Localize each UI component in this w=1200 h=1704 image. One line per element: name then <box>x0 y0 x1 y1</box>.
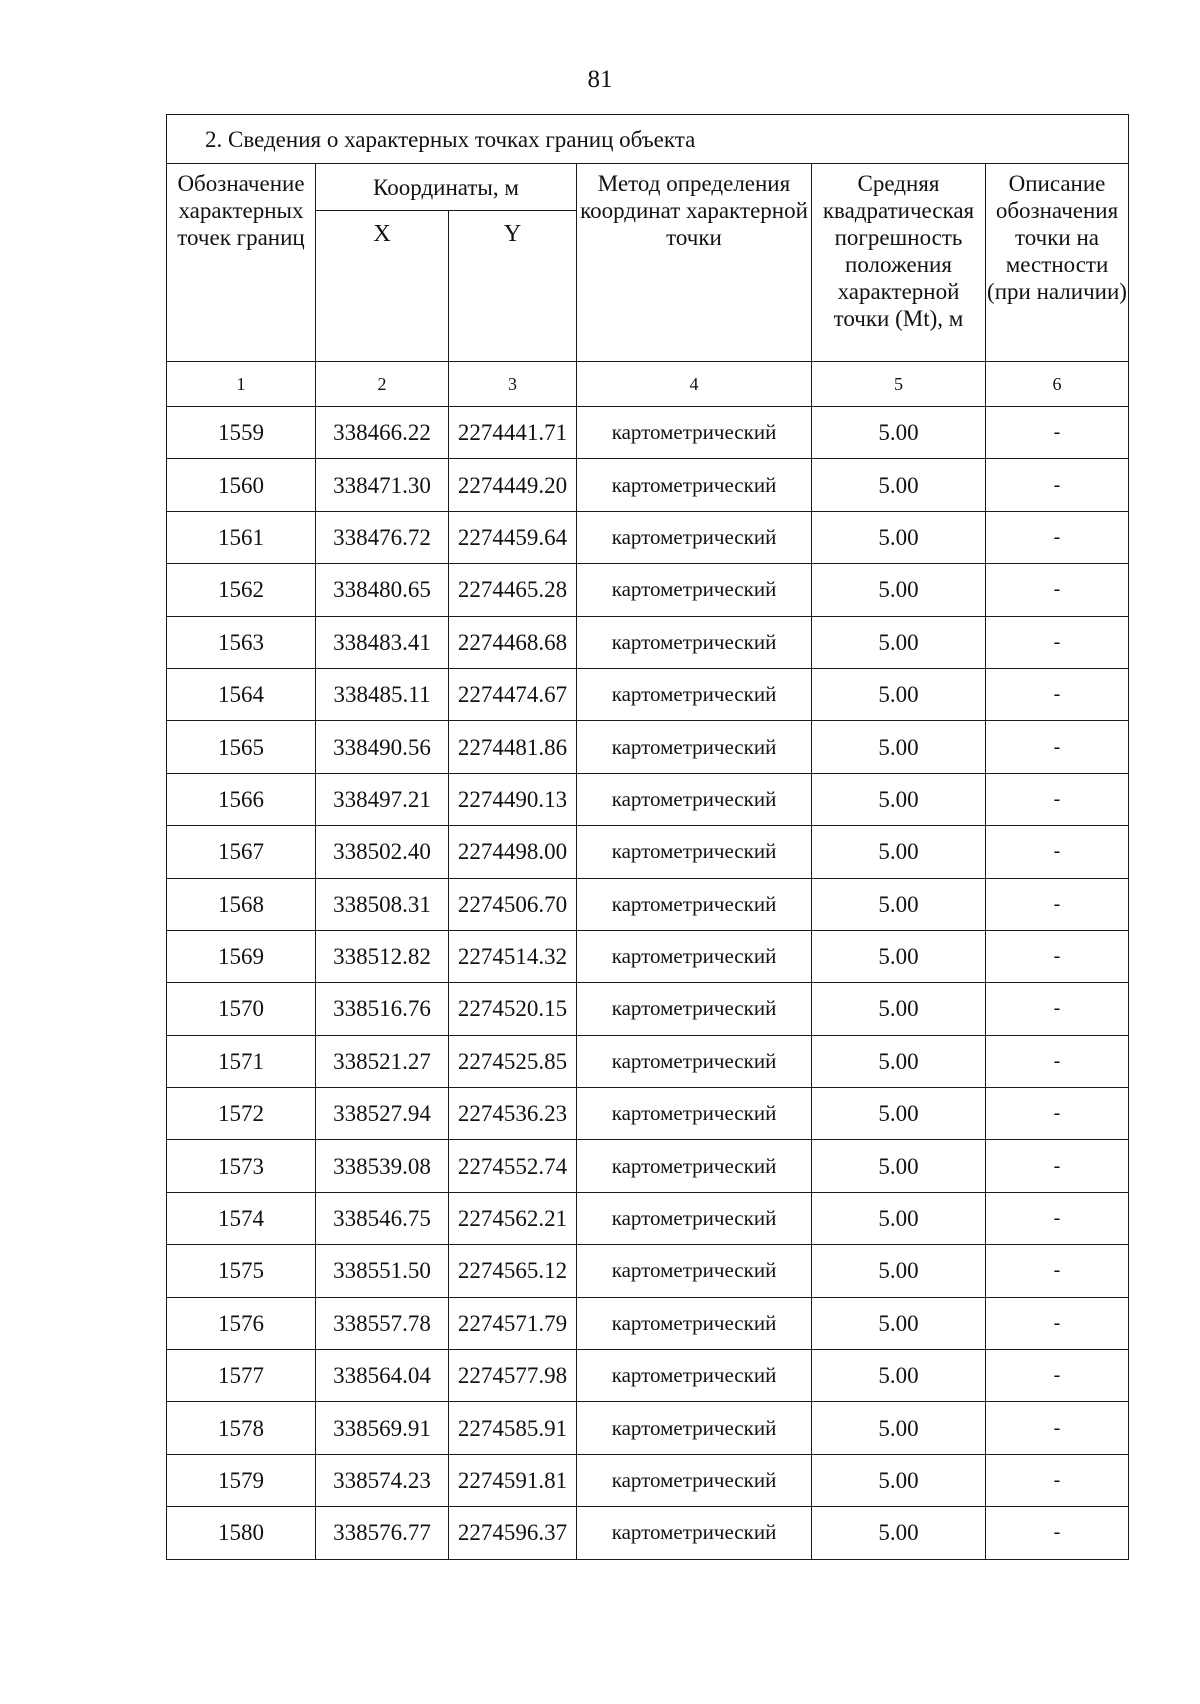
description: - <box>986 1140 1129 1192</box>
method: картометрический <box>577 511 812 563</box>
point-id: 1566 <box>167 773 316 825</box>
point-id: 1578 <box>167 1402 316 1454</box>
mean-error: 5.00 <box>812 878 986 930</box>
method: картометрический <box>577 564 812 616</box>
coord-x: 338466.22 <box>316 407 449 459</box>
mean-error: 5.00 <box>812 1245 986 1297</box>
mean-error: 5.00 <box>812 1140 986 1192</box>
coord-x: 338564.04 <box>316 1350 449 1402</box>
coord-x: 338527.94 <box>316 1088 449 1140</box>
coord-x: 338480.65 <box>316 564 449 616</box>
method: картометрический <box>577 1088 812 1140</box>
table-row <box>167 878 1129 930</box>
table-row <box>167 1140 1129 1192</box>
coord-x: 338557.78 <box>316 1297 449 1349</box>
description: - <box>986 826 1129 878</box>
point-id: 1559 <box>167 407 316 459</box>
method: картометрический <box>577 773 812 825</box>
method: картометрический <box>577 407 812 459</box>
description: - <box>986 1088 1129 1140</box>
header-description: Описание обозначения точки на местности (при наличии) <box>986 164 1129 362</box>
point-id: 1574 <box>167 1192 316 1244</box>
section-title: 2. Сведения о характерных точках границ объекта <box>167 115 1129 164</box>
table-row <box>167 1245 1129 1297</box>
boundary-points-table <box>166 114 1129 1560</box>
mean-error: 5.00 <box>812 1507 986 1559</box>
coord-y: 2274474.67 <box>449 668 577 720</box>
method: картометрический <box>577 826 812 878</box>
description: - <box>986 407 1129 459</box>
coord-y: 2274506.70 <box>449 878 577 930</box>
page-number: 81 <box>587 66 613 93</box>
mean-error: 5.00 <box>812 1402 986 1454</box>
point-id: 1570 <box>167 983 316 1035</box>
coord-y: 2274449.20 <box>449 459 577 511</box>
mean-error: 5.00 <box>812 511 986 563</box>
table-row <box>167 407 1129 459</box>
coord-x: 338502.40 <box>316 826 449 878</box>
description: - <box>986 1192 1129 1244</box>
coord-x: 338551.50 <box>316 1245 449 1297</box>
coord-x: 338490.56 <box>316 721 449 773</box>
point-id: 1577 <box>167 1350 316 1402</box>
coord-y: 2274481.86 <box>449 721 577 773</box>
coord-x: 338508.31 <box>316 878 449 930</box>
point-id: 1576 <box>167 1297 316 1349</box>
point-id: 1573 <box>167 1140 316 1192</box>
table-row <box>167 1297 1129 1349</box>
coord-y: 2274577.98 <box>449 1350 577 1402</box>
mean-error: 5.00 <box>812 564 986 616</box>
header-y: Y <box>449 211 577 362</box>
mean-error: 5.00 <box>812 668 986 720</box>
description: - <box>986 511 1129 563</box>
point-id: 1580 <box>167 1507 316 1559</box>
method: картометрический <box>577 1350 812 1402</box>
table-row <box>167 1507 1129 1559</box>
coord-x: 338521.27 <box>316 1035 449 1087</box>
table-row <box>167 668 1129 720</box>
point-id: 1572 <box>167 1088 316 1140</box>
mean-error: 5.00 <box>812 1297 986 1349</box>
point-id: 1562 <box>167 564 316 616</box>
coord-y: 2274441.71 <box>449 407 577 459</box>
header-coordinates: Координаты, м <box>316 164 577 211</box>
description: - <box>986 564 1129 616</box>
coord-x: 338569.91 <box>316 1402 449 1454</box>
mean-error: 5.00 <box>812 1350 986 1402</box>
description: - <box>986 930 1129 982</box>
coord-x: 338483.41 <box>316 616 449 668</box>
section-title-row <box>167 115 1129 164</box>
header-error: Средняя квадратическая погрешность положения характерной точки (Mt), м <box>812 164 986 362</box>
description: - <box>986 459 1129 511</box>
description: - <box>986 773 1129 825</box>
coord-y: 2274498.00 <box>449 826 577 878</box>
table-row <box>167 826 1129 878</box>
coord-y: 2274552.74 <box>449 1140 577 1192</box>
column-number: 6 <box>986 362 1129 407</box>
point-id: 1565 <box>167 721 316 773</box>
coord-y: 2274596.37 <box>449 1507 577 1559</box>
header-designation: Обозначение характерных точек границ <box>167 164 316 362</box>
mean-error: 5.00 <box>812 930 986 982</box>
coord-y: 2274490.13 <box>449 773 577 825</box>
point-id: 1561 <box>167 511 316 563</box>
point-id: 1564 <box>167 668 316 720</box>
coord-y: 2274571.79 <box>449 1297 577 1349</box>
header-x: X <box>316 211 449 362</box>
table-row <box>167 511 1129 563</box>
method: картометрический <box>577 1454 812 1506</box>
description: - <box>986 1350 1129 1402</box>
point-id: 1567 <box>167 826 316 878</box>
coord-x: 338512.82 <box>316 930 449 982</box>
column-number: 1 <box>167 362 316 407</box>
method: картометрический <box>577 878 812 930</box>
point-id: 1575 <box>167 1245 316 1297</box>
mean-error: 5.00 <box>812 1192 986 1244</box>
table-row <box>167 721 1129 773</box>
coord-x: 338576.77 <box>316 1507 449 1559</box>
coord-y: 2274514.32 <box>449 930 577 982</box>
description: - <box>986 1297 1129 1349</box>
method: картометрический <box>577 668 812 720</box>
description: - <box>986 1245 1129 1297</box>
method: картометрический <box>577 1402 812 1454</box>
method: картометрический <box>577 459 812 511</box>
description: - <box>986 1507 1129 1559</box>
method: картометрический <box>577 1035 812 1087</box>
description: - <box>986 668 1129 720</box>
column-number: 2 <box>316 362 449 407</box>
description: - <box>986 983 1129 1035</box>
header-method: Метод определения координат характерной точки <box>577 164 812 362</box>
point-id: 1563 <box>167 616 316 668</box>
coord-y: 2274536.23 <box>449 1088 577 1140</box>
coord-y: 2274468.68 <box>449 616 577 668</box>
method: картометрический <box>577 930 812 982</box>
table-row <box>167 1402 1129 1454</box>
method: картометрический <box>577 1297 812 1349</box>
table-row <box>167 1035 1129 1087</box>
table-row <box>167 1088 1129 1140</box>
column-number: 4 <box>577 362 812 407</box>
mean-error: 5.00 <box>812 721 986 773</box>
coord-x: 338539.08 <box>316 1140 449 1192</box>
point-id: 1571 <box>167 1035 316 1087</box>
table-row <box>167 773 1129 825</box>
description: - <box>986 616 1129 668</box>
mean-error: 5.00 <box>812 1454 986 1506</box>
description: - <box>986 1454 1129 1506</box>
coord-x: 338516.76 <box>316 983 449 1035</box>
method: картометрический <box>577 1245 812 1297</box>
coord-x: 338485.11 <box>316 668 449 720</box>
column-number: 3 <box>449 362 577 407</box>
table-row <box>167 564 1129 616</box>
point-id: 1568 <box>167 878 316 930</box>
table-row <box>167 1454 1129 1506</box>
coord-y: 2274525.85 <box>449 1035 577 1087</box>
method: картометрический <box>577 1507 812 1559</box>
table-row <box>167 616 1129 668</box>
coord-x: 338471.30 <box>316 459 449 511</box>
coord-y: 2274562.21 <box>449 1192 577 1244</box>
coord-y: 2274591.81 <box>449 1454 577 1506</box>
column-number: 5 <box>812 362 986 407</box>
coord-x: 338497.21 <box>316 773 449 825</box>
description: - <box>986 721 1129 773</box>
mean-error: 5.00 <box>812 407 986 459</box>
method: картометрический <box>577 616 812 668</box>
description: - <box>986 1035 1129 1087</box>
mean-error: 5.00 <box>812 773 986 825</box>
mean-error: 5.00 <box>812 826 986 878</box>
coord-y: 2274459.64 <box>449 511 577 563</box>
mean-error: 5.00 <box>812 983 986 1035</box>
point-id: 1569 <box>167 930 316 982</box>
table-row <box>167 1192 1129 1244</box>
table-row <box>167 1350 1129 1402</box>
point-id: 1560 <box>167 459 316 511</box>
coord-x: 338574.23 <box>316 1454 449 1506</box>
description: - <box>986 1402 1129 1454</box>
mean-error: 5.00 <box>812 1035 986 1087</box>
description: - <box>986 878 1129 930</box>
mean-error: 5.00 <box>812 1088 986 1140</box>
coord-x: 338476.72 <box>316 511 449 563</box>
coord-y: 2274465.28 <box>449 564 577 616</box>
header-row-1 <box>167 164 1129 211</box>
coord-x: 338546.75 <box>316 1192 449 1244</box>
mean-error: 5.00 <box>812 459 986 511</box>
table-row <box>167 459 1129 511</box>
method: картометрический <box>577 721 812 773</box>
table-row <box>167 930 1129 982</box>
coord-y: 2274585.91 <box>449 1402 577 1454</box>
method: картометрический <box>577 983 812 1035</box>
table-row <box>167 983 1129 1035</box>
column-number-row <box>167 362 1129 407</box>
coord-y: 2274520.15 <box>449 983 577 1035</box>
method: картометрический <box>577 1140 812 1192</box>
mean-error: 5.00 <box>812 616 986 668</box>
point-id: 1579 <box>167 1454 316 1506</box>
method: картометрический <box>577 1192 812 1244</box>
coord-y: 2274565.12 <box>449 1245 577 1297</box>
